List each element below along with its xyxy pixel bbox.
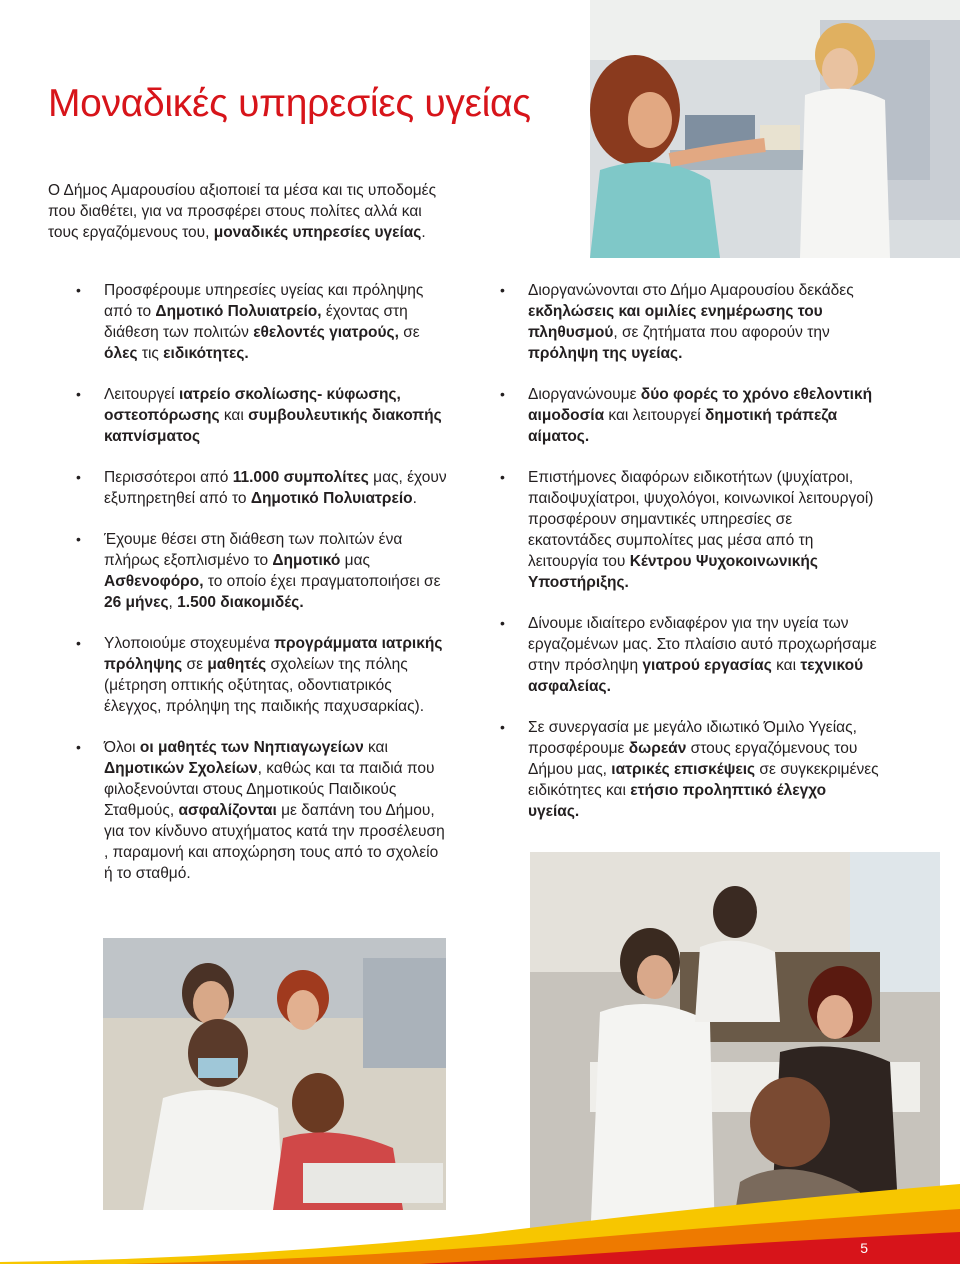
bold-text: Δημοτικό Πολυιατρείο, [155, 303, 322, 320]
text-run: Δίνουμε ιδιαίτερο ενδιαφέρον για την υγεία των εργαζομένων μας. Στο πλαίσιο αυτό προχωρήσαμε στην πρόσληψη [528, 615, 877, 674]
bold-text: 26 μήνες [104, 594, 169, 611]
bullet-item [76, 280, 451, 364]
text-run: με δαπάνη του Δήμου, για τον κίνδυνο ατυχήματος κατά την προσέλευση , παραμονή και αποχώρηση τους από το σχολείο ή το σταθμό. [104, 802, 445, 882]
bullet-item [500, 280, 880, 364]
text-run: , σε ζητήματα που αφορούν την [613, 324, 830, 341]
bold-text: εκδηλώσεις και ομιλίες ενημέρωσης του πληθυσμού [528, 303, 823, 341]
right-bullet-list [500, 280, 880, 842]
text-run: σε [398, 324, 420, 341]
bold-text: ιατρείο σκολίωσης- κύφωσης, οστεοπόρωσης [104, 386, 401, 424]
bold-text: ετήσιο προληπτικό έλεγχο υγείας. [528, 782, 827, 820]
text-run: μας [340, 552, 371, 569]
bold-text: γιατρού εργασίας [642, 657, 772, 674]
text-run: Περισσότεροι από [104, 469, 233, 486]
text-run: στους εργαζόμενους του Δήμου μας, [528, 740, 858, 778]
text-run: , καθώς και τα παιδιά που φιλοξενούνται στους Δημοτικούς Παιδικούς Σταθμούς, [104, 760, 435, 819]
decorative-swoosh [0, 1124, 960, 1264]
intro-paragraph [48, 180, 438, 243]
bold-text: συμβουλευτικής διακοπής καπνίσματος [104, 407, 442, 445]
text-run: . [412, 490, 417, 507]
text-run: Σε συνεργασία με μεγάλο ιδιωτικό Όμιλο Υγείας, προσφέρουμε [528, 719, 857, 757]
text-run: και [363, 739, 388, 756]
bold-text: δημοτική τράπεζα αίματος. [528, 407, 838, 445]
text-run: σχολείων της πόλης (μέτρηση οπτικής οξύτητας, οδοντιατρικός έλεγχος, πρόληψη της παιδικής παχυσαρκίας). [104, 656, 425, 715]
text-run: . [421, 224, 426, 241]
clinic-nurse-photo [590, 0, 960, 258]
bold-text: μοναδικές υπηρεσίες υγείας [213, 224, 422, 241]
text-run: σε [182, 656, 208, 673]
bullet-item [76, 737, 451, 884]
text-run: Λειτουργεί [104, 386, 179, 403]
bold-text: ασφαλίζονται [178, 802, 277, 819]
bold-text: 11.000 συμπολίτες [232, 469, 369, 486]
bullet-item [500, 384, 880, 447]
bold-text: πρόληψη της υγείας. [528, 345, 683, 362]
text-run: έχοντας στη διάθεση των πολιτών [104, 303, 408, 341]
bold-text: Δημοτικό [272, 552, 341, 569]
text-run: τις [137, 345, 164, 362]
text-run: σε συγκεκριμένες ειδικότητες και [528, 761, 879, 799]
bold-text: όλες [104, 345, 138, 362]
text-run: , [168, 594, 178, 611]
left-bullet-list [76, 280, 451, 904]
bold-text: ειδικότητες. [163, 345, 249, 362]
text-run: Υλοποιούμε στοχευμένα [104, 635, 275, 652]
text-run: Επιστήμονες διαφόρων ειδικοτήτων (ψυχίατροι, παιδοψυχίατροι, ψυχολόγοι, κοινωνικοί λειτουργοί) προσφέρουν σημαντικές υπηρεσίες σε εκατοντάδες συμπολίτες μας μέσα από τη λειτουργία του [528, 469, 874, 570]
text-run: μας, έχουν εξυπηρετηθεί από το [104, 469, 447, 507]
bullet-item [500, 467, 880, 593]
bold-text: Ασθενοφόρο, [104, 573, 204, 590]
text-run: το οποίο έχει πραγματοποιήσει σε [203, 573, 441, 590]
bold-text: Δημοτικό Πολυιατρείο [250, 490, 413, 507]
bold-text: προγράμματα ιατρικής πρόληψης [104, 635, 443, 673]
bullet-item [500, 613, 880, 697]
bullet-item [500, 717, 880, 822]
text-run: και λειτουργεί [604, 407, 706, 424]
bold-text: Δημοτικών Σχολείων [104, 760, 258, 777]
text-run: Ο Δήμος Αμαρουσίου αξιοποιεί τα μέσα και τις υποδομές που διαθέτει, για να προσφέρει στους πολίτες αλλά και τους εργαζόμενους του, [48, 182, 437, 241]
bullet-item [76, 633, 451, 717]
bold-text: δύο φορές το χρόνο εθελοντική αιμοδοσία [528, 386, 873, 424]
bullet-item [76, 384, 451, 447]
page-title: Μοναδικές υπηρεσίες υγείας [48, 82, 531, 125]
page-number: 5 [860, 1240, 868, 1256]
bold-text: Κέντρου Ψυχοκοινωνικής Υποστήριξης. [528, 553, 818, 591]
text-run: και [771, 657, 801, 674]
text-run: Όλοι [104, 739, 140, 756]
text-run: Διοργανώνονται στο Δήμο Αμαρουσίου δεκάδες [528, 282, 854, 299]
bullet-item [76, 529, 451, 613]
bold-text: 1.500 διακομιδές. [177, 594, 304, 611]
bold-text: ιατρικές επισκέψεις [611, 761, 756, 778]
bold-text: εθελοντές γιατρούς, [253, 324, 399, 341]
bold-text: μαθητές [207, 656, 267, 673]
bold-text: τεχνικού ασφαλείας. [528, 657, 864, 695]
text-run: και [219, 407, 249, 424]
bold-text: οι μαθητές των Νηπιαγωγείων [139, 739, 364, 756]
text-run: Διοργανώνουμε [528, 386, 641, 403]
bold-text: δωρεάν [628, 740, 687, 757]
text-run: Προσφέρουμε υπηρεσίες υγείας και πρόληψης από το [104, 282, 424, 320]
text-run: Έχουμε θέσει στη διάθεση των πολιτών ένα πλήρως εξοπλισμένο το [104, 531, 403, 569]
bullet-item [76, 467, 451, 509]
